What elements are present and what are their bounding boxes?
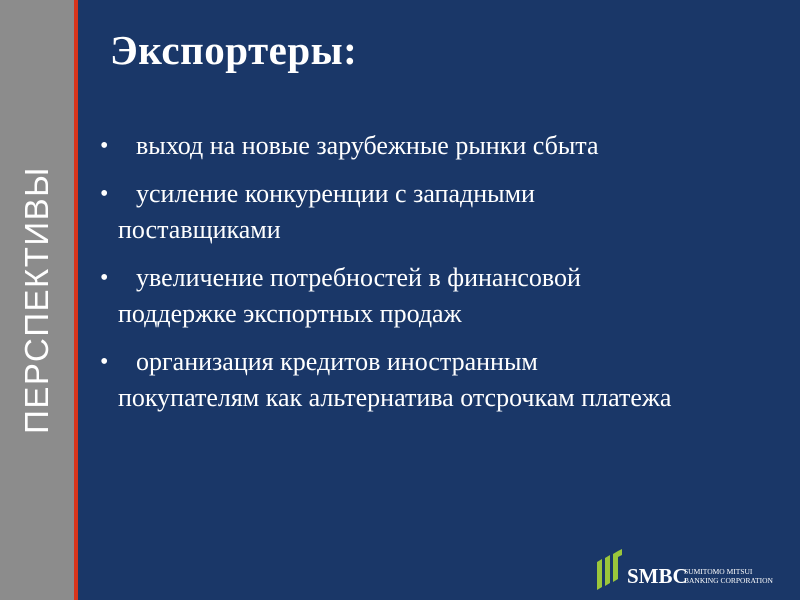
bullet-item xyxy=(100,128,780,164)
bullet-dot: • xyxy=(100,181,109,207)
bullet-dot: • xyxy=(100,265,109,291)
bullet-line-continuation: поддержке экспортных продаж xyxy=(118,299,462,328)
bullet-line: организация кредитов иностранным xyxy=(136,347,538,376)
side-panel xyxy=(0,0,74,600)
bullet-line: усиление конкуренции с западными xyxy=(136,179,535,208)
bullet-item xyxy=(100,176,780,248)
bullet-line-continuation: покупателям как альтернатива отсрочкам платежа xyxy=(118,383,672,412)
smbc-logo-mark-icon xyxy=(594,546,624,592)
bullet-line: увеличение потребностей в финансовой xyxy=(136,263,581,292)
smbc-logo-subtitle-line: SUMITOMO MITSUI xyxy=(684,567,753,576)
smbc-logo xyxy=(594,546,790,594)
smbc-logo-subtitle xyxy=(684,568,773,585)
slide-content xyxy=(78,0,800,600)
bullet-dot: • xyxy=(100,133,109,159)
bullet-item xyxy=(100,260,780,332)
bullet-list xyxy=(100,128,780,428)
bullet-line: выход на новые зарубежные рынки сбыта xyxy=(136,131,599,160)
slide-title: Экспортеры: xyxy=(110,27,358,73)
smbc-logo-name: SMBC xyxy=(627,564,688,588)
bullet-dot: • xyxy=(100,349,109,375)
bullet-line-continuation: поставщиками xyxy=(118,215,281,244)
bullet-item xyxy=(100,344,780,416)
smbc-logo-subtitle-line: BANKING CORPORATION xyxy=(684,575,773,585)
side-label: ПЕРСПЕКТИВЫ xyxy=(18,166,55,434)
